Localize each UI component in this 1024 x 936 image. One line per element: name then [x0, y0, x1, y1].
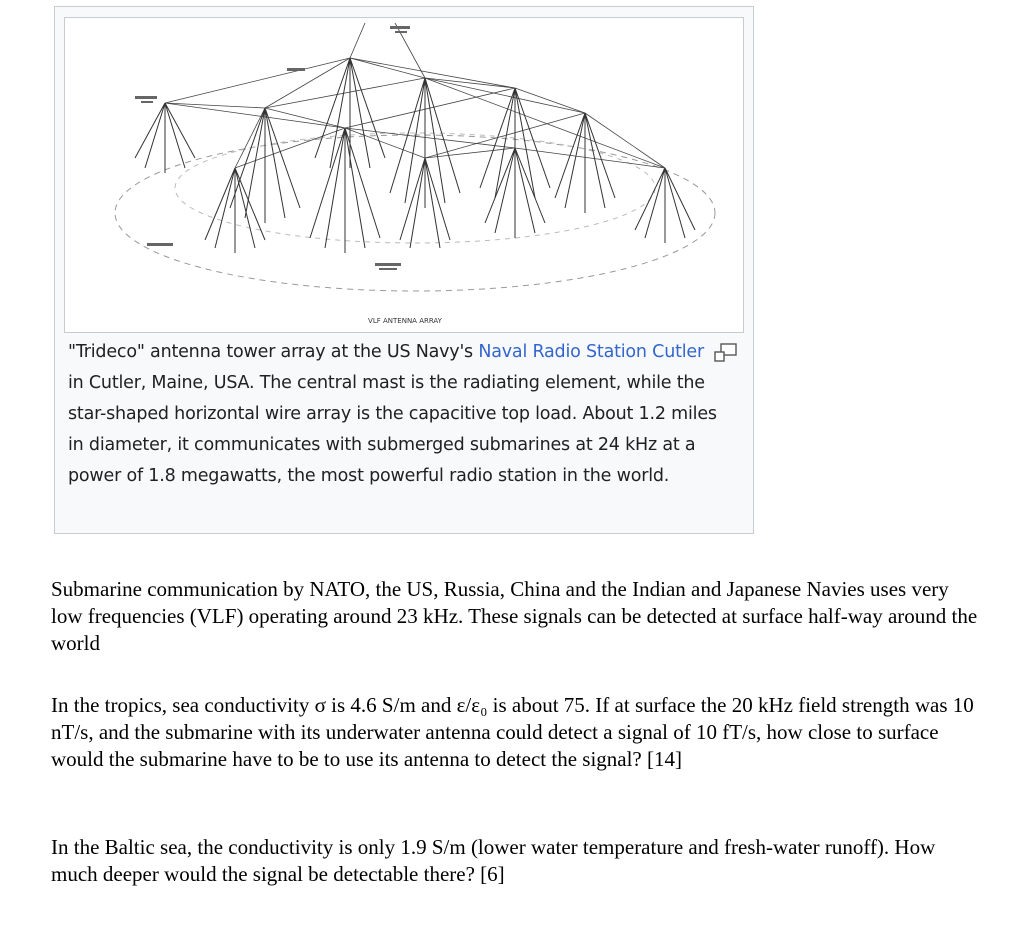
figure-caption — [68, 337, 718, 492]
question-tropics: In the tropics, sea conductivity σ is 4.6 S/m and ε/ε₀ is about 75. If at surface the 20 kHz field strength was 10 nT/s, and the submarine with its underwater antenna could detect a signal of 10 fT/s, how close to surface would the submarine have to be to use its antenna to detect the signal? [14] — [51, 693, 974, 771]
naval-radio-station-link[interactable]: Naval Radio Station Cutler — [478, 342, 704, 362]
antenna-drawing — [65, 18, 744, 333]
diagram-label: VLF ANTENNA ARRAY — [368, 317, 442, 325]
question-baltic: In the Baltic sea, the conductivity is only 1.9 S/m (lower water temperature and fresh-water runoff). How much deeper would the signal be detectable there? [6] — [51, 835, 936, 886]
figure-thumbnail — [54, 6, 754, 534]
caption-text-end: in Cutler, Maine, USA. The central mast is the radiating element, while the star-shaped horizontal wire array is the capacitive top load. About 1.2 miles in diameter, it communicates with submerged submarines at 24 kHz at a power of 1.8 megawatts, the most powerful radio station in the world. — [68, 373, 717, 486]
caption-text-start: "Trideco" antenna tower array at the US Navy's — [68, 342, 479, 362]
question-intro: Submarine communication by NATO, the US, Russia, China and the Indian and Japanese Navies uses very low frequencies (VLF) operating around 23 kHz. These signals can be detected at surface half-way around the world — [51, 577, 978, 655]
antenna-array-diagram[interactable] — [64, 17, 744, 333]
